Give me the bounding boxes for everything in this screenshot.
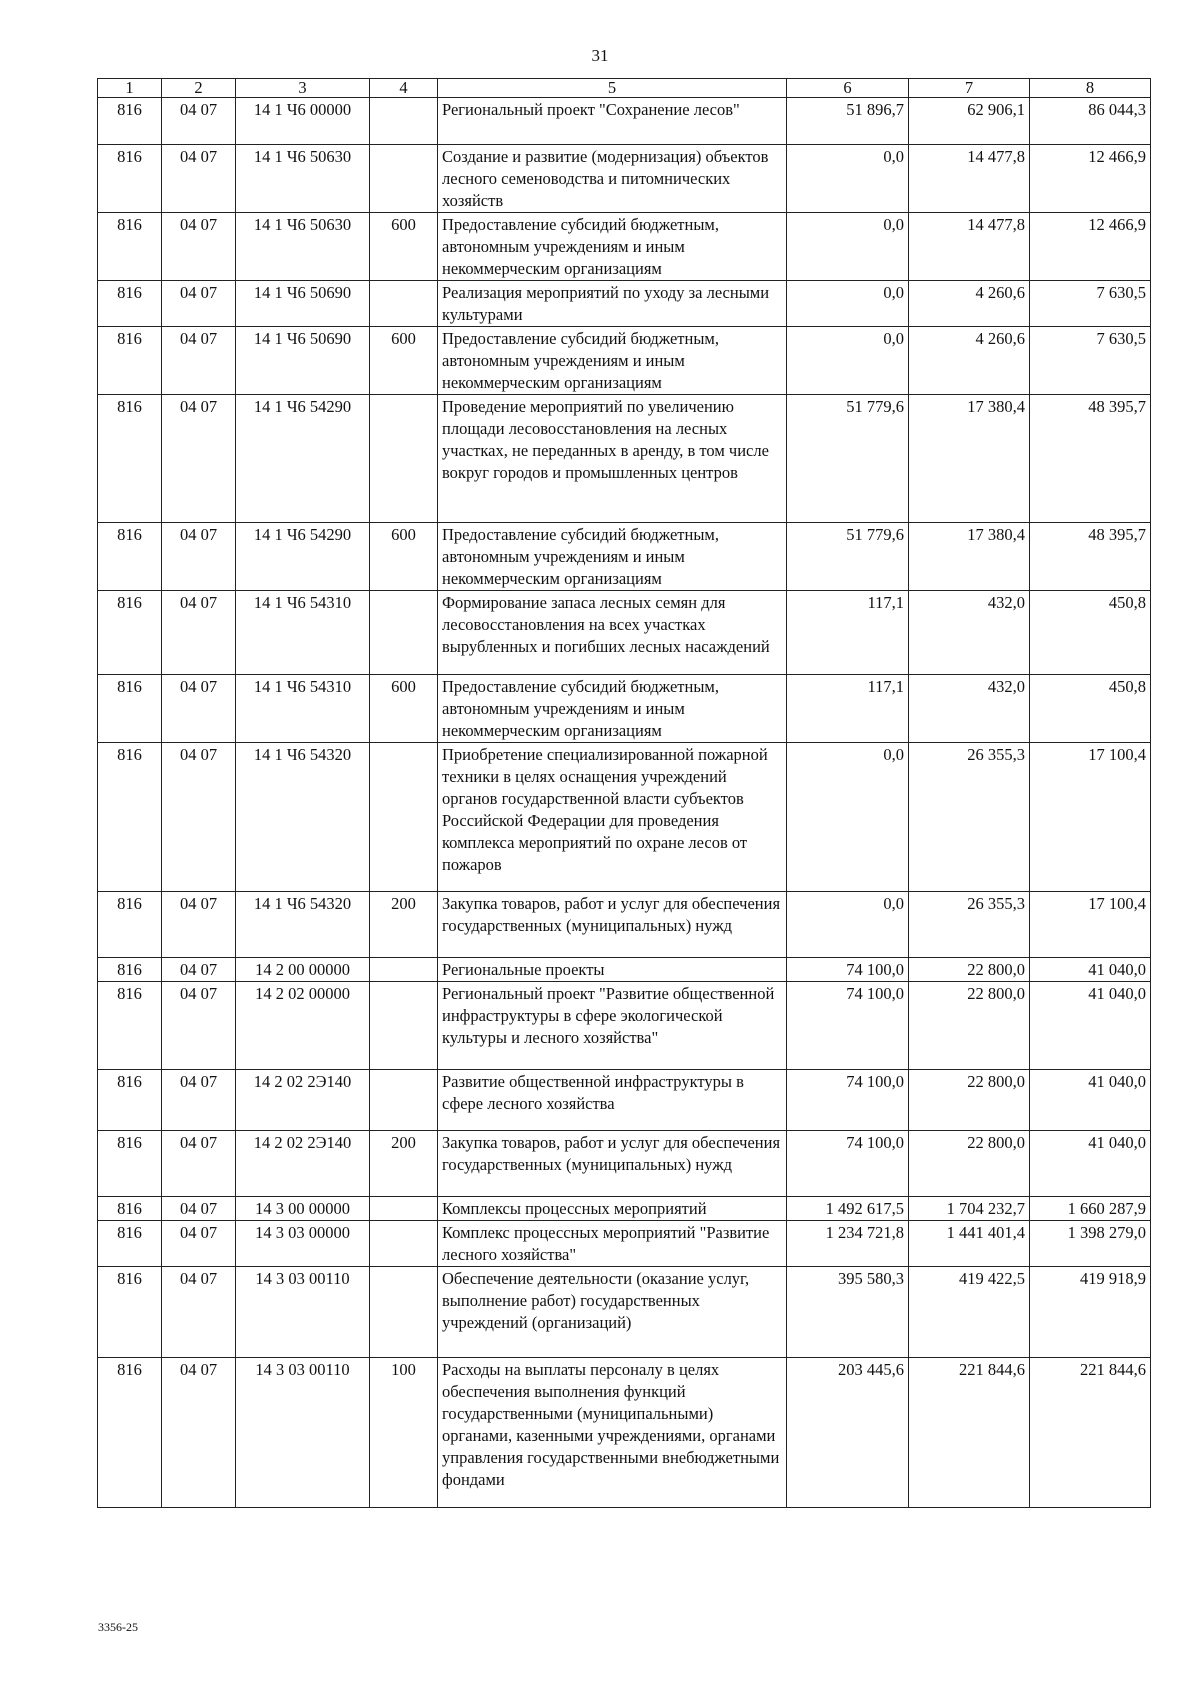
cell-section-code: 04 07 xyxy=(162,958,236,982)
cell-section-code: 04 07 xyxy=(162,675,236,743)
cell-amount-col-6: 0,0 xyxy=(787,281,909,327)
cell-expense-type: 600 xyxy=(370,213,438,281)
cell-amount-col-8: 41 040,0 xyxy=(1030,1070,1151,1131)
cell-section-code: 04 07 xyxy=(162,98,236,145)
cell-amount-col-8: 41 040,0 xyxy=(1030,1131,1151,1197)
cell-expense-type xyxy=(370,958,438,982)
cell-amount-col-6: 74 100,0 xyxy=(787,1070,909,1131)
cell-section-code: 04 07 xyxy=(162,1267,236,1358)
table-row xyxy=(98,743,1151,892)
cell-target-code: 14 1 Ч6 00000 xyxy=(236,98,370,145)
cell-amount-col-8: 48 395,7 xyxy=(1030,523,1151,591)
cell-amount-col-7: 14 477,8 xyxy=(909,213,1030,281)
cell-description: Развитие общественной инфраструктуры в сфере лесного хозяйства xyxy=(438,1070,787,1131)
cell-amount-col-7: 4 260,6 xyxy=(909,327,1030,395)
cell-description: Предоставление субсидий бюджетным, автономным учреждениям и иным некоммерческим организациям xyxy=(438,213,787,281)
cell-description: Расходы на выплаты персоналу в целях обеспечения выполнения функций государственными (муниципальными) органами, казенными учреждениями, органами управления государственными внебюджетными фондами xyxy=(438,1358,787,1508)
cell-amount-col-8: 17 100,4 xyxy=(1030,892,1151,958)
cell-amount-col-6: 1 234 721,8 xyxy=(787,1221,909,1267)
cell-expense-type: 600 xyxy=(370,675,438,743)
cell-amount-col-8: 1 660 287,9 xyxy=(1030,1197,1151,1221)
cell-amount-col-6: 74 100,0 xyxy=(787,1131,909,1197)
cell-amount-col-7: 26 355,3 xyxy=(909,743,1030,892)
table-row xyxy=(98,1131,1151,1197)
cell-amount-col-7: 432,0 xyxy=(909,591,1030,675)
cell-amount-col-8: 41 040,0 xyxy=(1030,982,1151,1070)
table-header-row xyxy=(98,79,1151,98)
cell-amount-col-8: 12 466,9 xyxy=(1030,213,1151,281)
cell-target-code: 14 1 Ч6 50690 xyxy=(236,327,370,395)
cell-amount-col-8: 419 918,9 xyxy=(1030,1267,1151,1358)
cell-amount-col-7: 1 704 232,7 xyxy=(909,1197,1030,1221)
cell-amount-col-7: 17 380,4 xyxy=(909,395,1030,523)
cell-target-code: 14 1 Ч6 54310 xyxy=(236,675,370,743)
cell-expense-type xyxy=(370,591,438,675)
cell-section-code: 04 07 xyxy=(162,982,236,1070)
cell-account-code: 816 xyxy=(98,98,162,145)
budget-table xyxy=(97,78,1151,1508)
cell-expense-type xyxy=(370,1197,438,1221)
cell-description: Реализация мероприятий по уходу за лесными культурами xyxy=(438,281,787,327)
cell-account-code: 816 xyxy=(98,1267,162,1358)
cell-amount-col-7: 221 844,6 xyxy=(909,1358,1030,1508)
col-header-8: 8 xyxy=(1030,79,1151,98)
cell-account-code: 816 xyxy=(98,281,162,327)
cell-target-code: 14 3 03 00110 xyxy=(236,1267,370,1358)
cell-target-code: 14 1 Ч6 54290 xyxy=(236,395,370,523)
cell-target-code: 14 3 03 00110 xyxy=(236,1358,370,1508)
table-row xyxy=(98,327,1151,395)
cell-target-code: 14 1 Ч6 54310 xyxy=(236,591,370,675)
page-number: 31 xyxy=(591,46,609,65)
cell-expense-type xyxy=(370,98,438,145)
cell-amount-col-7: 1 441 401,4 xyxy=(909,1221,1030,1267)
cell-description: Комплексы процессных мероприятий xyxy=(438,1197,787,1221)
cell-expense-type xyxy=(370,281,438,327)
cell-amount-col-6: 117,1 xyxy=(787,591,909,675)
cell-amount-col-7: 22 800,0 xyxy=(909,982,1030,1070)
cell-section-code: 04 07 xyxy=(162,327,236,395)
cell-amount-col-6: 0,0 xyxy=(787,213,909,281)
cell-account-code: 816 xyxy=(98,395,162,523)
cell-amount-col-7: 22 800,0 xyxy=(909,1070,1030,1131)
cell-section-code: 04 07 xyxy=(162,1358,236,1508)
cell-description: Формирование запаса лесных семян для лесовосстановления на всех участках вырубленных и погибших лесных насаждений xyxy=(438,591,787,675)
cell-amount-col-8: 7 630,5 xyxy=(1030,327,1151,395)
cell-account-code: 816 xyxy=(98,743,162,892)
table-row xyxy=(98,591,1151,675)
cell-expense-type: 600 xyxy=(370,327,438,395)
cell-amount-col-7: 22 800,0 xyxy=(909,958,1030,982)
cell-description: Предоставление субсидий бюджетным, автономным учреждениям и иным некоммерческим организациям xyxy=(438,327,787,395)
cell-section-code: 04 07 xyxy=(162,213,236,281)
table-row xyxy=(98,675,1151,743)
cell-section-code: 04 07 xyxy=(162,1197,236,1221)
cell-amount-col-6: 51 779,6 xyxy=(787,523,909,591)
table-row xyxy=(98,1197,1151,1221)
cell-amount-col-6: 74 100,0 xyxy=(787,982,909,1070)
table-row xyxy=(98,98,1151,145)
cell-target-code: 14 1 Ч6 54290 xyxy=(236,523,370,591)
cell-amount-col-8: 41 040,0 xyxy=(1030,958,1151,982)
col-header-5: 5 xyxy=(438,79,787,98)
cell-amount-col-7: 22 800,0 xyxy=(909,1131,1030,1197)
cell-target-code: 14 2 02 2Э140 xyxy=(236,1070,370,1131)
table-row xyxy=(98,958,1151,982)
cell-target-code: 14 1 Ч6 50630 xyxy=(236,213,370,281)
cell-target-code: 14 1 Ч6 54320 xyxy=(236,892,370,958)
cell-expense-type: 600 xyxy=(370,523,438,591)
cell-amount-col-8: 12 466,9 xyxy=(1030,145,1151,213)
table-row xyxy=(98,213,1151,281)
cell-expense-type xyxy=(370,1221,438,1267)
col-header-2: 2 xyxy=(162,79,236,98)
cell-amount-col-8: 7 630,5 xyxy=(1030,281,1151,327)
table-row xyxy=(98,145,1151,213)
cell-section-code: 04 07 xyxy=(162,892,236,958)
cell-amount-col-8: 1 398 279,0 xyxy=(1030,1221,1151,1267)
cell-section-code: 04 07 xyxy=(162,1131,236,1197)
cell-amount-col-7: 17 380,4 xyxy=(909,523,1030,591)
cell-description: Предоставление субсидий бюджетным, автономным учреждениям и иным некоммерческим организациям xyxy=(438,675,787,743)
cell-amount-col-6: 51 779,6 xyxy=(787,395,909,523)
cell-expense-type: 100 xyxy=(370,1358,438,1508)
cell-description: Региональные проекты xyxy=(438,958,787,982)
table-row xyxy=(98,1070,1151,1131)
cell-expense-type xyxy=(370,1267,438,1358)
cell-section-code: 04 07 xyxy=(162,743,236,892)
cell-account-code: 816 xyxy=(98,1358,162,1508)
cell-description: Обеспечение деятельности (оказание услуг, выполнение работ) государственных учреждений (организаций) xyxy=(438,1267,787,1358)
cell-target-code: 14 2 02 00000 xyxy=(236,982,370,1070)
cell-amount-col-6: 117,1 xyxy=(787,675,909,743)
cell-description: Закупка товаров, работ и услуг для обеспечения государственных (муниципальных) нужд xyxy=(438,1131,787,1197)
cell-expense-type xyxy=(370,1070,438,1131)
cell-account-code: 816 xyxy=(98,591,162,675)
cell-account-code: 816 xyxy=(98,958,162,982)
cell-section-code: 04 07 xyxy=(162,1221,236,1267)
cell-account-code: 816 xyxy=(98,145,162,213)
cell-amount-col-8: 17 100,4 xyxy=(1030,743,1151,892)
cell-target-code: 14 1 Ч6 50630 xyxy=(236,145,370,213)
table-row xyxy=(98,1221,1151,1267)
cell-account-code: 816 xyxy=(98,675,162,743)
cell-description: Проведение мероприятий по увеличению площади лесовосстановления на лесных участках, не переданных в аренду, в том числе вокруг городов и промышленных центров xyxy=(438,395,787,523)
table-row xyxy=(98,982,1151,1070)
cell-target-code: 14 2 00 00000 xyxy=(236,958,370,982)
cell-amount-col-8: 450,8 xyxy=(1030,591,1151,675)
cell-amount-col-6: 0,0 xyxy=(787,145,909,213)
cell-amount-col-6: 0,0 xyxy=(787,327,909,395)
cell-amount-col-6: 74 100,0 xyxy=(787,958,909,982)
cell-expense-type xyxy=(370,743,438,892)
cell-amount-col-7: 26 355,3 xyxy=(909,892,1030,958)
cell-account-code: 816 xyxy=(98,1197,162,1221)
cell-expense-type xyxy=(370,145,438,213)
cell-description: Региональный проект "Сохранение лесов" xyxy=(438,98,787,145)
cell-amount-col-8: 450,8 xyxy=(1030,675,1151,743)
cell-description: Приобретение специализированной пожарной техники в целях оснащения учреждений органов государственной власти субъектов Российской Федерации для проведения комплекса мероприятий по охране лесов от пожаров xyxy=(438,743,787,892)
cell-account-code: 816 xyxy=(98,892,162,958)
col-header-4: 4 xyxy=(370,79,438,98)
cell-amount-col-8: 221 844,6 xyxy=(1030,1358,1151,1508)
cell-expense-type: 200 xyxy=(370,892,438,958)
table-body xyxy=(98,79,1151,1508)
table-row xyxy=(98,1267,1151,1358)
cell-account-code: 816 xyxy=(98,1131,162,1197)
cell-amount-col-7: 14 477,8 xyxy=(909,145,1030,213)
col-header-3: 3 xyxy=(236,79,370,98)
cell-amount-col-7: 432,0 xyxy=(909,675,1030,743)
cell-amount-col-6: 203 445,6 xyxy=(787,1358,909,1508)
cell-amount-col-6: 0,0 xyxy=(787,743,909,892)
cell-target-code: 14 2 02 2Э140 xyxy=(236,1131,370,1197)
cell-section-code: 04 07 xyxy=(162,281,236,327)
cell-account-code: 816 xyxy=(98,213,162,281)
cell-section-code: 04 07 xyxy=(162,523,236,591)
cell-description: Создание и развитие (модернизация) объектов лесного семеноводства и питомнических хозяйств xyxy=(438,145,787,213)
table-row xyxy=(98,395,1151,523)
cell-amount-col-7: 62 906,1 xyxy=(909,98,1030,145)
cell-description: Комплекс процессных мероприятий "Развитие лесного хозяйства" xyxy=(438,1221,787,1267)
cell-description: Региональный проект "Развитие общественной инфраструктуры в сфере экологической культуры и лесного хозяйства" xyxy=(438,982,787,1070)
cell-amount-col-8: 86 044,3 xyxy=(1030,98,1151,145)
cell-account-code: 816 xyxy=(98,327,162,395)
cell-target-code: 14 1 Ч6 54320 xyxy=(236,743,370,892)
cell-account-code: 816 xyxy=(98,1221,162,1267)
cell-description: Предоставление субсидий бюджетным, автономным учреждениям и иным некоммерческим организациям xyxy=(438,523,787,591)
cell-section-code: 04 07 xyxy=(162,145,236,213)
cell-amount-col-6: 0,0 xyxy=(787,892,909,958)
document-code: 3356-25 xyxy=(98,1620,138,1634)
cell-amount-col-8: 48 395,7 xyxy=(1030,395,1151,523)
cell-amount-col-6: 1 492 617,5 xyxy=(787,1197,909,1221)
cell-section-code: 04 07 xyxy=(162,395,236,523)
col-header-1: 1 xyxy=(98,79,162,98)
table-row xyxy=(98,892,1151,958)
cell-expense-type xyxy=(370,982,438,1070)
col-header-6: 6 xyxy=(787,79,909,98)
cell-description: Закупка товаров, работ и услуг для обеспечения государственных (муниципальных) нужд xyxy=(438,892,787,958)
cell-account-code: 816 xyxy=(98,1070,162,1131)
cell-section-code: 04 07 xyxy=(162,591,236,675)
cell-target-code: 14 3 00 00000 xyxy=(236,1197,370,1221)
cell-target-code: 14 3 03 00000 xyxy=(236,1221,370,1267)
cell-expense-type: 200 xyxy=(370,1131,438,1197)
col-header-7: 7 xyxy=(909,79,1030,98)
table-row xyxy=(98,281,1151,327)
cell-expense-type xyxy=(370,395,438,523)
cell-amount-col-6: 395 580,3 xyxy=(787,1267,909,1358)
table-row xyxy=(98,523,1151,591)
cell-account-code: 816 xyxy=(98,982,162,1070)
cell-target-code: 14 1 Ч6 50690 xyxy=(236,281,370,327)
cell-account-code: 816 xyxy=(98,523,162,591)
cell-amount-col-7: 419 422,5 xyxy=(909,1267,1030,1358)
table-row xyxy=(98,1358,1151,1508)
cell-amount-col-6: 51 896,7 xyxy=(787,98,909,145)
cell-section-code: 04 07 xyxy=(162,1070,236,1131)
cell-amount-col-7: 4 260,6 xyxy=(909,281,1030,327)
